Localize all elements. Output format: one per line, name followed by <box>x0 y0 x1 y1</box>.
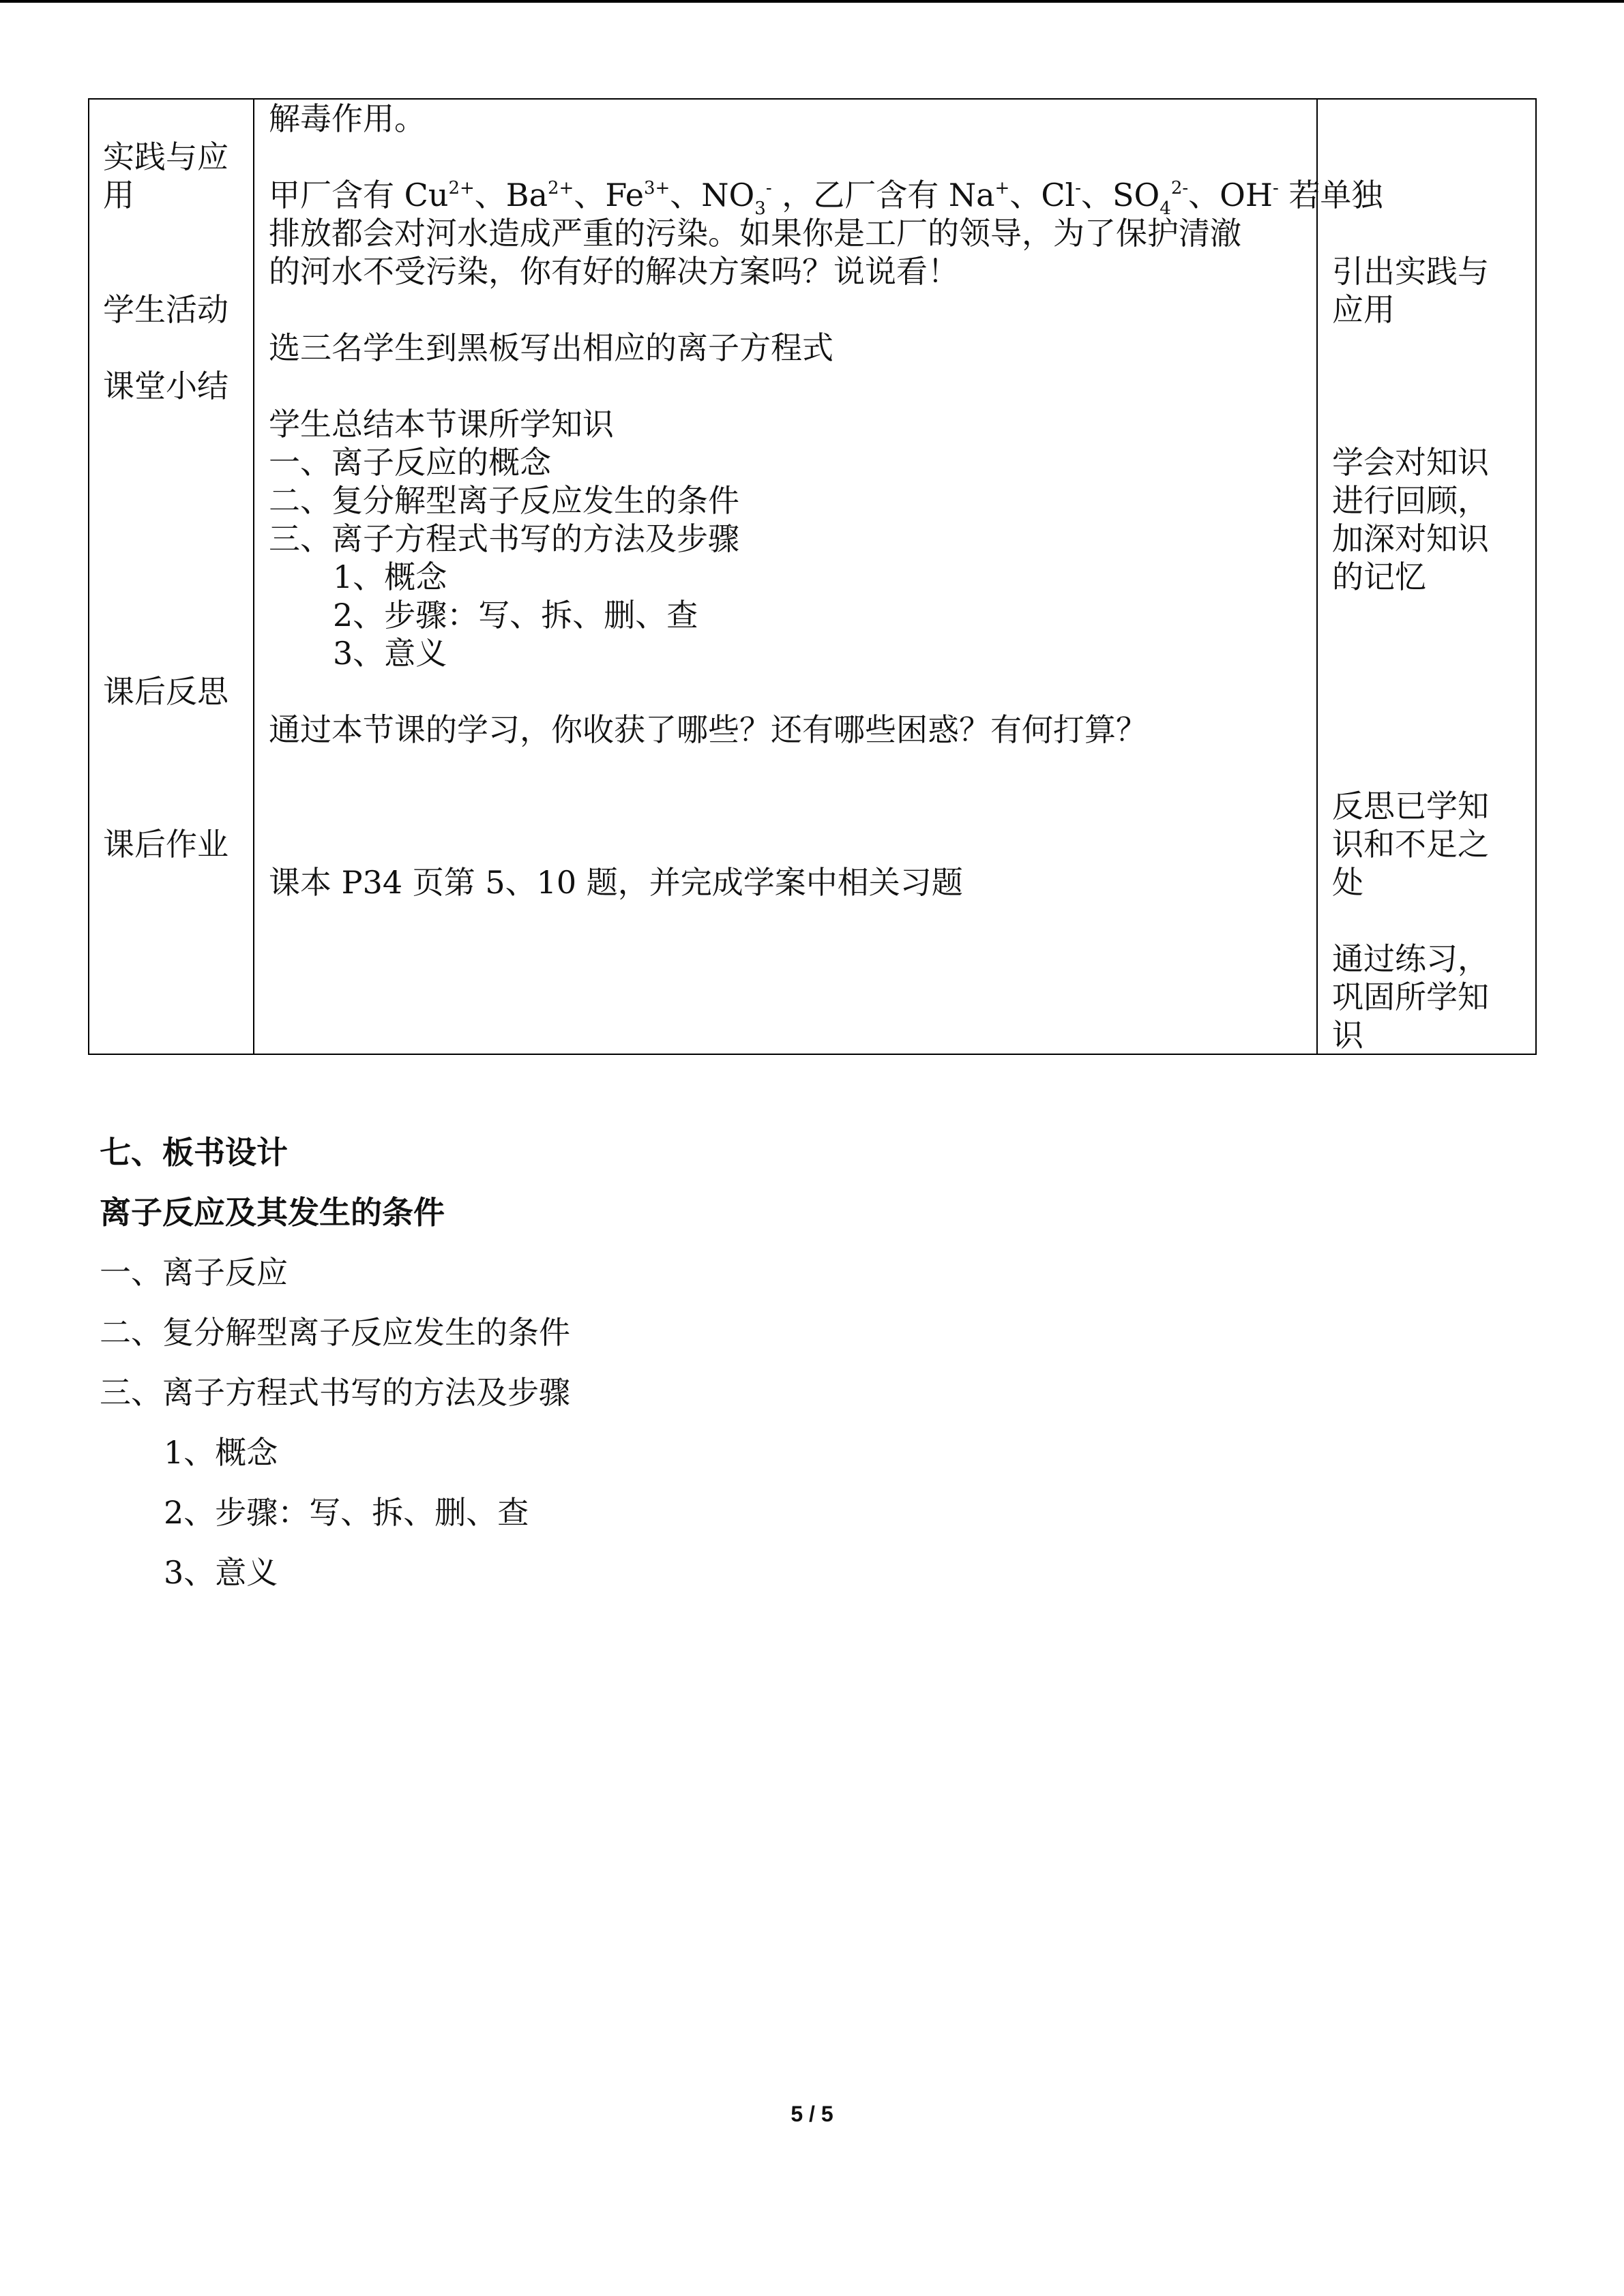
problem-line-2: 排放都会对河水造成严重的污染。如果你是工厂的领导，为了保护清澈 <box>269 215 1241 252</box>
so-charge: 2- <box>1170 178 1189 198</box>
summary-item-3-3: 3、意义 <box>333 635 447 672</box>
reflection-text: 通过本节课的学习，你收获了哪些？还有哪些困惑？有何打算？ <box>269 711 1147 748</box>
fe-charge: 3+ <box>643 178 670 198</box>
summary-item-3: 三、离子方程式书写的方法及步骤 <box>269 520 739 557</box>
note-reflection: 反思已学知识和不足之处 <box>1332 788 1489 901</box>
ba-charge: 2+ <box>548 178 574 198</box>
top-border <box>0 0 1624 3</box>
page-number: 5 / 5 <box>791 2102 833 2126</box>
label-practice: 实践与应用 <box>103 138 228 213</box>
label-summary: 课堂小结 <box>103 368 228 404</box>
note-practice: 引出实践与应用 <box>1332 253 1489 328</box>
label-homework: 课后作业 <box>103 826 228 863</box>
problem-line-1 <box>269 176 1383 219</box>
no-charge: - <box>765 178 772 198</box>
board-item-3-3: 3、意义 <box>164 1554 278 1591</box>
lesson-table <box>88 98 1537 1055</box>
problem-segment: 、Cl <box>1009 177 1076 213</box>
column-divider-1 <box>253 100 254 1054</box>
so-subscript: 4 <box>1160 198 1171 219</box>
problem-segment: 、Fe <box>574 177 644 213</box>
activity-text: 选三名学生到黑板写出相应的离子方程式 <box>269 329 833 366</box>
summary-item-3-1: 1、概念 <box>333 558 447 595</box>
detox-text: 解毒作用。 <box>269 100 426 137</box>
problem-segment: 甲厂含有 Cu <box>269 177 449 213</box>
problem-segment: ，乙厂含有 Na <box>771 177 995 213</box>
column-divider-2 <box>1316 100 1318 1054</box>
note-summary: 学会对知识进行回顾，加深对知识的记忆 <box>1332 444 1489 595</box>
note-homework: 通过练习，巩固所学知识 <box>1332 940 1489 1054</box>
board-item-3-1: 1、概念 <box>164 1434 278 1471</box>
summary-item-3-2: 2、步骤：写、拆、删、查 <box>333 597 698 633</box>
board-item-2: 二、复分解型离子反应发生的条件 <box>100 1314 570 1351</box>
no-subscript: 3 <box>754 198 766 219</box>
board-heading: 七、板书设计 <box>100 1134 288 1171</box>
problem-segment: 、Ba <box>474 177 548 213</box>
problem-segment: 若单独 <box>1278 177 1383 213</box>
problem-segment: 、SO <box>1081 177 1160 213</box>
cu-charge: 2+ <box>448 178 475 198</box>
board-title: 离子反应及其发生的条件 <box>100 1194 445 1231</box>
board-item-1: 一、离子反应 <box>100 1254 288 1291</box>
label-reflection: 课后反思 <box>103 673 228 710</box>
problem-line-3: 的河水不受污染，你有好的解决方案吗？说说看！ <box>269 253 959 290</box>
problem-segment: 、NO <box>670 177 755 213</box>
label-activity: 学生活动 <box>103 291 228 328</box>
board-item-3: 三、离子方程式书写的方法及步骤 <box>100 1374 570 1411</box>
homework-text: 课本 P34 页第 5、10 题，并完成学案中相关习题 <box>269 864 963 901</box>
board-item-3-2: 2、步骤：写、拆、删、查 <box>164 1494 529 1531</box>
problem-segment: 、OH <box>1188 177 1273 213</box>
na-charge: + <box>994 178 1010 198</box>
summary-item-2: 二、复分解型离子反应发生的条件 <box>269 482 739 519</box>
summary-intro: 学生总结本节课所学知识 <box>269 406 614 443</box>
cl-charge: - <box>1075 178 1082 198</box>
summary-item-1: 一、离子反应的概念 <box>269 444 551 481</box>
oh-charge: - <box>1272 178 1279 198</box>
